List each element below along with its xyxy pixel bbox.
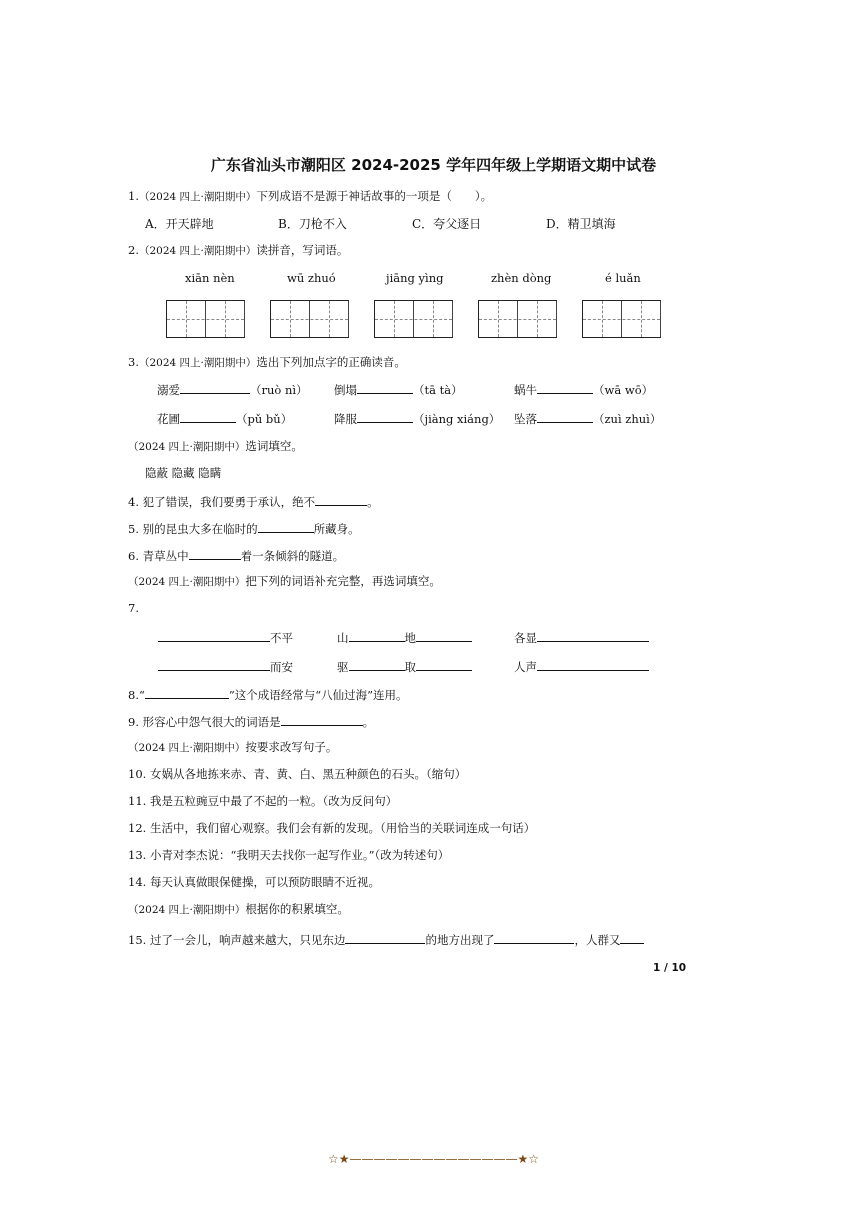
- footer-ornament: ☆★——————————————★☆: [327, 1152, 540, 1166]
- pronunciation-item-2: [334, 381, 463, 397]
- question-number: 2.: [128, 243, 139, 257]
- word-bank: 隐蔽 隐藏 隐瞒: [145, 466, 222, 480]
- question-14: [128, 875, 380, 889]
- writing-grid-5[interactable]: [582, 300, 661, 338]
- item-word: 倒塌: [334, 383, 357, 397]
- question-text: 所藏身。: [313, 522, 360, 536]
- question-text: 过了一会儿，响声越来越大，只见东边: [149, 933, 346, 947]
- question-text: 生活中，我们留心观察。我们会有新的发现。（用恰当的关联词连成一句话）: [149, 821, 536, 835]
- answer-blank[interactable]: [357, 381, 413, 394]
- writing-grid-3[interactable]: [374, 300, 453, 338]
- question-text: 女娲从各地拣来赤、青、黄、白、黑五种颜色的石头。（缩句）: [149, 767, 467, 781]
- answer-blank[interactable]: [537, 381, 593, 394]
- idiom-blank-2: [337, 629, 472, 645]
- section-complete-words: [128, 574, 441, 589]
- question-text: 选出下列加点字的正确读音。: [256, 355, 406, 369]
- answer-blank[interactable]: [349, 629, 405, 642]
- pronunciation-item-3: [514, 381, 653, 397]
- pinyin-2: wū zhuó: [287, 271, 336, 285]
- option-b[interactable]: B．刀枪不入: [278, 217, 347, 231]
- item-pinyin: （wā wō）: [593, 383, 654, 397]
- question-text: 小青对李杰说：“我明天去找你一起写作业。”（改为转述句）: [149, 848, 450, 862]
- section-text: 按要求改写句子。: [245, 740, 338, 754]
- section-text: 把下列的词语补充完整，再选词填空。: [245, 574, 441, 588]
- question-text: 青草丛中: [142, 549, 189, 563]
- source-tag: （2024 四上·潮阳期中）: [128, 576, 246, 588]
- answer-blank[interactable]: [345, 931, 425, 944]
- idiom-part: 各显: [514, 631, 537, 645]
- question-12: [128, 821, 535, 835]
- pronunciation-item-6: [514, 410, 661, 426]
- pinyin-1: xiān nèn: [185, 271, 235, 285]
- question-13: [128, 848, 449, 862]
- page-title: 广东省汕头市潮阳区 2024-2025 学年四年级上学期语文期中试卷: [210, 156, 657, 174]
- option-d[interactable]: D．精卫填海: [546, 217, 616, 231]
- question-text: 。: [362, 715, 375, 729]
- question-number: 9.: [128, 715, 139, 729]
- question-text: 着一条倾斜的隧道。: [240, 549, 345, 563]
- question-7-number: 7.: [128, 601, 139, 615]
- item-pinyin: （ruò nì）: [250, 383, 308, 397]
- answer-blank[interactable]: [180, 410, 236, 423]
- writing-grid-4[interactable]: [478, 300, 557, 338]
- question-text: 下列成语不是源于神话故事的一项是（ ）。: [256, 189, 493, 203]
- question-number: 10.: [128, 767, 147, 781]
- pinyin-4: zhèn dòng: [491, 271, 552, 285]
- item-word: 溺爱: [157, 383, 180, 397]
- item-pinyin: （zuì zhuì）: [593, 412, 662, 426]
- question-number: 12.: [128, 821, 147, 835]
- answer-blank[interactable]: [158, 658, 270, 671]
- question-text: 每天认真做眼保健操，可以预防眼睛不近视。: [149, 875, 380, 889]
- question-3: [128, 355, 406, 370]
- question-text: ，人群又: [574, 933, 621, 947]
- question-text: 别的昆虫大多在临时的: [142, 522, 258, 536]
- idiom-blank-4: [158, 658, 293, 674]
- answer-blank[interactable]: [349, 658, 405, 671]
- question-15: [128, 931, 644, 947]
- question-number: 1.: [128, 189, 139, 203]
- answer-blank[interactable]: [620, 931, 644, 944]
- item-word: 蜗牛: [514, 383, 537, 397]
- writing-grid-1[interactable]: [166, 300, 245, 338]
- pinyin-3: jiāng yìng: [386, 271, 444, 285]
- idiom-part: 而安: [270, 660, 293, 674]
- question-text: 读拼音，写词语。: [256, 243, 349, 257]
- question-number: 6.: [128, 549, 139, 563]
- answer-blank[interactable]: [189, 547, 241, 560]
- option-c[interactable]: C．夸父逐日: [412, 217, 482, 231]
- source-tag: （2024 四上·潮阳期中）: [128, 904, 246, 916]
- question-text: 犯了错误，我们要勇于承认，绝不: [142, 495, 316, 509]
- item-pinyin: （jiàng xiáng）: [413, 412, 501, 426]
- item-pinyin: （pǔ bǔ）: [236, 412, 293, 426]
- question-text: 形容心中怨气很大的词语是: [142, 715, 281, 729]
- question-number: 8.: [128, 688, 139, 702]
- section-text: 根据你的积累填空。: [245, 902, 349, 916]
- idiom-blank-1: [158, 629, 293, 645]
- item-pinyin: （tā tà）: [413, 383, 463, 397]
- question-10: [128, 767, 466, 781]
- section-rewrite-sentences: [128, 740, 337, 755]
- answer-blank[interactable]: [158, 629, 270, 642]
- section-text: 选词填空。: [245, 439, 303, 453]
- source-tag: （2024 四上·潮阳期中）: [138, 357, 257, 369]
- source-tag: （2024 四上·潮阳期中）: [138, 245, 257, 257]
- answer-blank[interactable]: [537, 410, 593, 423]
- pinyin-5: é luǎn: [605, 271, 641, 285]
- source-tag: （2024 四上·潮阳期中）: [128, 742, 246, 754]
- answer-blank[interactable]: [537, 629, 649, 642]
- answer-blank[interactable]: [258, 520, 314, 533]
- writing-grid-2[interactable]: [270, 300, 349, 338]
- section-fill-blanks: [128, 902, 349, 917]
- question-text: 我是五粒豌豆中最了不起的一粒。（改为反问句）: [149, 794, 398, 808]
- question-number: 4.: [128, 495, 139, 509]
- question-text: 。: [367, 495, 379, 509]
- answer-blank[interactable]: [281, 713, 363, 726]
- source-tag: （2024 四上·潮阳期中）: [138, 191, 257, 203]
- question-5: [128, 520, 360, 536]
- answer-blank[interactable]: [416, 629, 472, 642]
- question-text: 的地方出现了: [425, 933, 495, 947]
- pronunciation-item-4: [157, 410, 292, 426]
- question-8: [128, 686, 408, 702]
- question-1: [128, 189, 492, 204]
- idiom-part: 不平: [270, 631, 293, 645]
- section-word-choice: [128, 439, 303, 454]
- source-tag: （2024 四上·潮阳期中）: [128, 441, 246, 453]
- item-word: 降服: [334, 412, 357, 426]
- idiom-part: 取: [404, 660, 416, 674]
- question-text: “: [138, 688, 145, 702]
- item-word: 坠落: [514, 412, 537, 426]
- answer-blank[interactable]: [315, 493, 367, 506]
- idiom-part: 驱: [337, 660, 349, 674]
- answer-blank[interactable]: [537, 658, 649, 671]
- answer-blank[interactable]: [357, 410, 413, 423]
- question-number: 3.: [128, 355, 139, 369]
- question-number: 5.: [128, 522, 139, 536]
- option-a[interactable]: A．开天辟地: [145, 217, 214, 231]
- question-9: [128, 713, 374, 729]
- question-number: 11.: [128, 794, 147, 808]
- answer-blank[interactable]: [416, 658, 472, 671]
- pronunciation-item-1: [157, 381, 308, 397]
- idiom-part: 地: [404, 631, 416, 645]
- idiom-part: 山: [337, 631, 349, 645]
- answer-blank[interactable]: [145, 686, 229, 699]
- idiom-blank-6: [514, 658, 649, 674]
- pronunciation-item-5: [334, 410, 500, 426]
- question-number: 13.: [128, 848, 147, 862]
- item-word: 花圃: [157, 412, 180, 426]
- question-4: [128, 493, 379, 509]
- answer-blank[interactable]: [494, 931, 574, 944]
- idiom-blank-5: [337, 658, 472, 674]
- question-6: [128, 547, 344, 563]
- question-2: [128, 243, 348, 258]
- page-number: 1 / 10: [653, 962, 687, 974]
- idiom-blank-3: [514, 629, 649, 645]
- idiom-part: 人声: [514, 660, 537, 674]
- question-number: 15.: [128, 933, 147, 947]
- question-11: [128, 794, 397, 808]
- answer-blank[interactable]: [180, 381, 250, 394]
- question-text: ”这个成语经常与“八仙过海”连用。: [228, 688, 408, 702]
- question-number: 14.: [128, 875, 147, 889]
